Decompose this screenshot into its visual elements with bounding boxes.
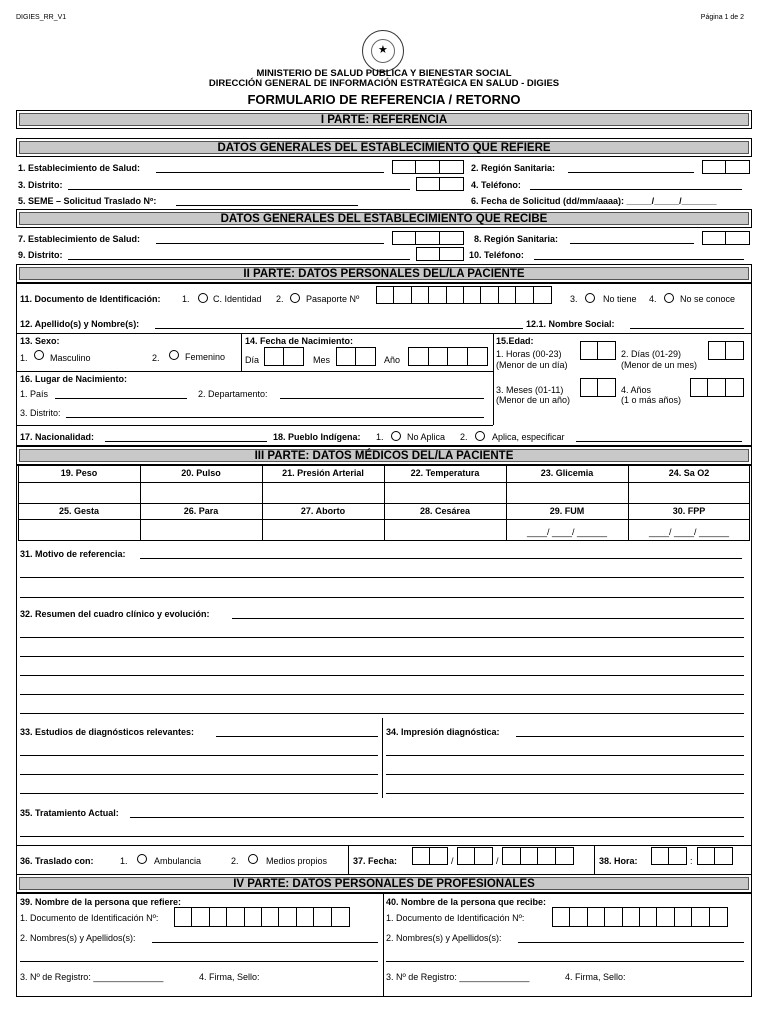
id-passport-radio[interactable] xyxy=(290,293,300,303)
fpp-date-input[interactable]: ____/ ____/ ______ xyxy=(648,527,730,537)
page-number: Página 1 de 2 xyxy=(700,14,744,21)
receiver-name-label: 40. Nombre de la persona que recibe: xyxy=(386,897,547,907)
diagnostic-studies-label: 33. Estudios de diagnósticos relevantes: xyxy=(20,727,195,737)
age-months-label: 3. Meses (01-11) xyxy=(496,385,564,395)
field-seme-input[interactable] xyxy=(176,205,358,206)
social-name-label: 12.1. Nombre Social: xyxy=(526,319,615,329)
referrer-registry-field[interactable]: 3. Nº de Registro: ______________ xyxy=(20,972,164,982)
divider xyxy=(16,371,493,372)
date-label: 37. Fecha: xyxy=(353,856,398,866)
divider xyxy=(348,845,349,875)
diagnostic-impression-line[interactable] xyxy=(386,755,744,756)
indigenous-no-radio[interactable] xyxy=(391,431,401,441)
clinical-summary-line[interactable] xyxy=(20,694,744,695)
divider xyxy=(493,333,494,425)
sex-male-label: Masculino xyxy=(50,353,91,363)
diagnostic-impression-line[interactable] xyxy=(386,793,744,794)
birthplace-country-label: 1. País xyxy=(20,389,49,399)
sex-opt1-number: 1. xyxy=(20,353,28,363)
age-months-boxes[interactable] xyxy=(580,378,616,397)
divider xyxy=(594,845,595,875)
sex-label: 13. Sexo: xyxy=(20,336,60,346)
referrer-name-label: 39. Nombre de la persona que refiere: xyxy=(20,897,182,907)
age-days-boxes[interactable] xyxy=(708,341,744,360)
referrer-names-line[interactable] xyxy=(20,961,378,962)
receiver-id-boxes[interactable] xyxy=(552,907,728,927)
vital-weight-label: 19. Peso xyxy=(60,468,98,478)
time-minute-boxes[interactable] xyxy=(697,847,733,865)
part2-header: II PARTE: DATOS PERSONALES DEL/LA PACIENTE xyxy=(16,264,752,283)
age-months-note: (Menor de un año) xyxy=(496,395,571,405)
age-hours-boxes[interactable] xyxy=(580,341,616,360)
field-request-date[interactable]: 6. Fecha de Solicitud (dd/mm/aaaa): _____/_____/_______ xyxy=(471,196,717,206)
field-recv-region-label: 8. Región Sanitaria: xyxy=(474,234,559,244)
diagnostic-impression-input[interactable] xyxy=(516,736,744,737)
date-separator: / xyxy=(451,856,454,866)
id-none-radio[interactable] xyxy=(585,293,595,303)
id-unknown-radio[interactable] xyxy=(664,293,674,303)
sex-opt2-number: 2. xyxy=(152,353,160,363)
age-days-note: (Menor de un mes) xyxy=(621,360,698,370)
id-opt4-number: 4. xyxy=(649,294,657,304)
birthplace-label: 16. Lugar de Nacimiento: xyxy=(20,374,128,384)
divider xyxy=(16,425,493,426)
obst-fpp-label: 30. FPP xyxy=(672,506,706,516)
referrer-names-input[interactable] xyxy=(152,942,378,943)
clinical-summary-label: 32. Resumen del cuadro clínico y evolución: xyxy=(20,609,210,619)
age-years-note: (1 o más años) xyxy=(621,395,682,405)
divider xyxy=(16,845,752,846)
id-none-label: No tiene xyxy=(603,294,637,304)
referral-reason-input[interactable] xyxy=(140,558,742,559)
part3-header: III PARTE: DATOS MÉDICOS DEL/LA PACIENTE xyxy=(16,446,752,465)
diagnostic-studies-line[interactable] xyxy=(20,793,378,794)
obst-gesta-label: 25. Gesta xyxy=(58,506,100,516)
birthplace-department-label: 2. Departamento: xyxy=(198,389,268,399)
id-ci-radio[interactable] xyxy=(198,293,208,303)
section-receives-header: DATOS GENERALES DEL ESTABLECIMIENTO QUE RECIBE xyxy=(16,209,752,228)
birthdate-day-label: Día xyxy=(245,355,260,365)
birthdate-month-label: Mes xyxy=(313,355,331,365)
time-separator: : xyxy=(690,856,693,866)
birthdate-day-boxes[interactable] xyxy=(264,347,304,366)
age-years-boxes[interactable] xyxy=(690,378,744,397)
receiver-registry-field[interactable]: 3. Nº de Registro: ______________ xyxy=(386,972,530,982)
current-treatment-line[interactable] xyxy=(20,836,744,837)
transfer-ambulance-radio[interactable] xyxy=(137,854,147,864)
diagnostic-impression-line[interactable] xyxy=(386,774,744,775)
referrer-id-boxes[interactable] xyxy=(174,907,350,927)
vital-glycemia-label: 23. Glicemia xyxy=(540,468,594,478)
recv-district-code-boxes[interactable] xyxy=(416,247,464,261)
transfer-own-means-radio[interactable] xyxy=(248,854,258,864)
age-label: 15.Edad: xyxy=(496,336,534,346)
transfer-own-means-label: Medios propios xyxy=(266,856,328,866)
time-hour-boxes[interactable] xyxy=(651,847,687,865)
vital-sao2-label: 24. Sa O2 xyxy=(668,468,710,478)
diagnostic-studies-line[interactable] xyxy=(20,774,378,775)
field-district-label: 3. Distrito: xyxy=(18,180,63,190)
transfer-opt1-number: 1. xyxy=(120,856,128,866)
vital-bp-label: 21. Presión Arterial xyxy=(282,468,364,478)
receiver-names-label: 2. Nombres(s) y Apellidos(s): xyxy=(386,933,502,943)
field-recv-region-input[interactable] xyxy=(570,243,694,244)
divider xyxy=(241,333,242,371)
sex-female-radio[interactable] xyxy=(169,350,179,360)
field-district-input[interactable] xyxy=(68,189,410,190)
field-phone-label: 4. Teléfono: xyxy=(471,180,521,190)
age-hours-label: 1. Horas (00-23) xyxy=(496,349,562,359)
id-ci-label: C. Identidad xyxy=(213,294,262,304)
clinical-summary-line[interactable] xyxy=(20,675,744,676)
birthdate-label: 14. Fecha de Nacimiento: xyxy=(245,336,354,346)
date-year-boxes[interactable] xyxy=(502,847,574,865)
field-recv-district-input[interactable] xyxy=(68,259,410,260)
age-hours-note: (Menor de un día) xyxy=(496,360,568,370)
age-years-label: 4. Años xyxy=(621,385,652,395)
birthplace-district-input[interactable] xyxy=(66,417,484,418)
indigenous-no-label: No Aplica xyxy=(407,432,446,442)
field-region-label: 2. Región Sanitaria: xyxy=(471,163,556,173)
nationality-label: 17. Nacionalidad: xyxy=(20,432,95,442)
birthdate-month-boxes[interactable] xyxy=(336,347,376,366)
establishment-code-boxes[interactable] xyxy=(392,160,464,174)
date-day-boxes[interactable] xyxy=(412,847,448,865)
field-region-input[interactable] xyxy=(568,172,694,173)
ministry-name: MINISTERIO DE SALUD PUBLICA Y BIENESTAR SOCIAL xyxy=(256,68,512,79)
obst-cesarean-label: 28. Cesárea xyxy=(419,506,471,516)
transfer-opt2-number: 2. xyxy=(231,856,239,866)
age-days-label: 2. Días (01-29) xyxy=(621,349,682,359)
clinical-summary-line[interactable] xyxy=(20,656,744,657)
field-phone-input[interactable] xyxy=(530,189,742,190)
birthdate-year-label: Año xyxy=(384,355,401,365)
divider xyxy=(383,893,384,997)
id-unknown-label: No se conoce xyxy=(680,294,736,304)
referral-reason-label: 31. Motivo de referencia: xyxy=(20,549,126,559)
obst-para-label: 26. Para xyxy=(183,506,219,516)
id-opt3-number: 3. xyxy=(570,294,578,304)
receiver-id-label: 1. Documento de Identificación Nº: xyxy=(386,913,525,923)
divider xyxy=(382,718,383,798)
indigenous-specify-input[interactable] xyxy=(576,441,742,442)
clinical-summary-line[interactable] xyxy=(20,637,744,638)
district-code-boxes[interactable] xyxy=(416,177,464,191)
referrer-signature-label: 4. Firma, Sello: xyxy=(199,972,260,982)
referrer-names-label: 2. Nombres(s) y Apellidos(s): xyxy=(20,933,136,943)
field-recv-phone-input[interactable] xyxy=(534,259,744,260)
birthplace-district-label: 3. Distrito: xyxy=(20,408,61,418)
receiver-names-line[interactable] xyxy=(386,961,744,962)
vital-pulse-label: 20. Pulso xyxy=(181,468,221,478)
part4-header: IV PARTE: DATOS PERSONALES DE PROFESIONALES xyxy=(16,874,752,893)
document-code: DIGIES_RR_V1 xyxy=(16,14,67,21)
sex-female-label: Femenino xyxy=(185,352,226,362)
indigenous-yes-radio[interactable] xyxy=(475,431,485,441)
field-recv-establishment-input[interactable] xyxy=(156,243,384,244)
diagnostic-impression-label: 34. Impresión diagnóstica: xyxy=(386,727,500,737)
current-treatment-label: 35. Tratamiento Actual: xyxy=(20,808,119,818)
recv-establishment-code-boxes[interactable] xyxy=(392,231,464,245)
field-recv-phone-label: 10. Teléfono: xyxy=(469,250,524,260)
vital-temp-label: 22. Temperatura xyxy=(410,468,480,478)
time-label: 38. Hora: xyxy=(599,856,638,866)
field-establishment-label: 1. Establecimiento de Salud: xyxy=(18,163,141,173)
indigenous-opt2-number: 2. xyxy=(460,432,468,442)
form-title: FORMULARIO DE REFERENCIA / RETORNO xyxy=(247,92,521,107)
indigenous-yes-label: Aplica, especificar xyxy=(492,432,565,442)
receiver-signature-label: 4. Firma, Sello: xyxy=(565,972,626,982)
patient-name-label: 12. Apellido(s) y Nombre(s): xyxy=(20,319,140,329)
referral-reason-line[interactable] xyxy=(20,597,744,598)
birthplace-country-input[interactable] xyxy=(55,398,187,399)
referral-reason-line[interactable] xyxy=(20,577,744,578)
current-treatment-input[interactable] xyxy=(130,817,744,818)
field-recv-district-label: 9. Distrito: xyxy=(18,250,63,260)
region-code-boxes[interactable] xyxy=(702,160,750,174)
clinical-summary-line[interactable] xyxy=(20,713,744,714)
date-separator: / xyxy=(496,856,499,866)
nationality-input[interactable] xyxy=(105,441,267,442)
receiver-names-input[interactable] xyxy=(518,942,744,943)
field-establishment-input[interactable] xyxy=(156,172,384,173)
id-number-boxes[interactable] xyxy=(376,286,552,304)
birthdate-year-boxes[interactable] xyxy=(408,347,488,366)
field-seme-label: 5. SEME – Solicitud Traslado Nº: xyxy=(18,196,157,206)
patient-name-input[interactable] xyxy=(155,328,523,329)
diagnostic-studies-line[interactable] xyxy=(20,755,378,756)
direction-name: DIRECCIÓN GENERAL DE INFORMACIÓN ESTRATÉGICA EN SALUD - DIGIES xyxy=(208,78,560,89)
referrer-id-label: 1. Documento de Identificación Nº: xyxy=(20,913,159,923)
sex-male-radio[interactable] xyxy=(34,350,44,360)
birthplace-department-input[interactable] xyxy=(280,398,484,399)
clinical-summary-input[interactable] xyxy=(232,618,744,619)
id-doc-label: 11. Documento de Identificación: xyxy=(20,294,161,304)
indigenous-label: 18. Pueblo Indígena: xyxy=(273,432,361,442)
id-opt1-number: 1. xyxy=(182,294,190,304)
part1-header: I PARTE: REFERENCIA xyxy=(16,110,752,129)
social-name-input[interactable] xyxy=(630,328,744,329)
id-passport-label: Pasaporte Nº xyxy=(306,294,360,304)
recv-region-code-boxes[interactable] xyxy=(702,231,750,245)
obst-abortion-label: 27. Aborto xyxy=(300,506,346,516)
divider xyxy=(16,333,752,334)
fum-date-input[interactable]: ____/ ____/ ______ xyxy=(526,527,608,537)
field-recv-establishment-label: 7. Establecimiento de Salud: xyxy=(18,234,141,244)
section-refers-header: DATOS GENERALES DEL ESTABLECIMIENTO QUE REFIERE xyxy=(16,138,752,157)
national-seal-icon: ★ xyxy=(362,30,404,72)
date-month-boxes[interactable] xyxy=(457,847,493,865)
id-opt2-number: 2. xyxy=(276,294,284,304)
obst-fum-label: 29. FUM xyxy=(549,506,585,516)
transfer-label: 36. Traslado con: xyxy=(20,856,94,866)
diagnostic-studies-input[interactable] xyxy=(216,736,378,737)
indigenous-opt1-number: 1. xyxy=(376,432,384,442)
transfer-ambulance-label: Ambulancia xyxy=(154,856,202,866)
